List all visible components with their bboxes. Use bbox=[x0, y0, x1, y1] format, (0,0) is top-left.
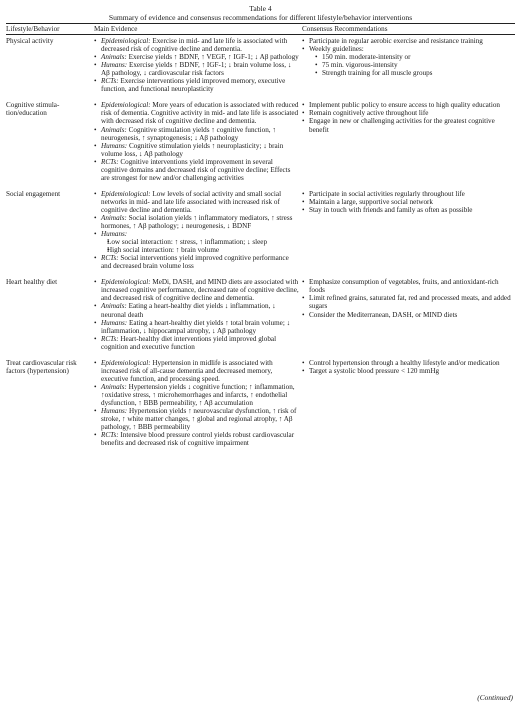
evidence-item bbox=[94, 101, 300, 125]
evidence-table bbox=[6, 24, 515, 453]
evidence-text: Eating a heart-healthy diet yields ↓ inflammation, ↓ neuronal death bbox=[101, 302, 276, 319]
evidence-text: Social isolation yields ↑ inflammatory mediators, ↑ stress hormones, ↑ Aβ pathology; ↓ neurogenesis, ↓ BDNF bbox=[101, 213, 293, 231]
recommendation-text: Engage in new or challenging activities for the greatest cognitive benefit bbox=[309, 117, 495, 134]
recommendation-item bbox=[302, 117, 513, 133]
evidence-item bbox=[94, 302, 300, 318]
recommendation-list bbox=[302, 37, 513, 77]
evidence-item bbox=[94, 383, 300, 407]
evidence-type-label: RCTs: bbox=[101, 334, 119, 343]
recommendation-text: Implement public policy to ensure access to high quality education bbox=[309, 101, 500, 110]
evidence-text: Heart-healthy diet interventions yield improved global cognition and executive function bbox=[101, 334, 277, 351]
evidence-type-label: Animals: bbox=[101, 53, 127, 62]
evidence-text: More years of education is associated with reduced risk of dementia. Cognitive activity in mid- and late life is associated with decreased risk of cognitive decline and dementia. bbox=[101, 101, 299, 126]
evidence-item bbox=[94, 254, 300, 270]
recommendation-cell bbox=[302, 99, 515, 187]
evidence-item bbox=[94, 407, 300, 431]
evidence-type-label: Epidemiological: bbox=[101, 278, 151, 287]
evidence-list bbox=[94, 359, 300, 448]
evidence-text: Cognitive interventions yield improvement in several cognitive domains and decreased risk of cognitive decline; Effects are strongest for new and/or challenging activities bbox=[101, 157, 291, 182]
table-row bbox=[6, 188, 515, 276]
table-row bbox=[6, 99, 515, 187]
evidence-type-label: Humans: bbox=[101, 407, 128, 416]
evidence-item bbox=[94, 335, 300, 351]
recommendation-subitem: • Strength training for all muscle groups bbox=[309, 69, 513, 77]
recommendation-item bbox=[302, 101, 513, 109]
table-row bbox=[6, 35, 515, 100]
evidence-type-label: RCTs: bbox=[101, 77, 119, 86]
evidence-type-label: Animals: bbox=[101, 302, 127, 311]
recommendation-list bbox=[302, 359, 513, 375]
table-body bbox=[6, 35, 515, 454]
evidence-subitem: • Low social interaction: ↑ stress, ↑ inflammation; ↓ sleep bbox=[101, 238, 300, 246]
recommendation-text: Target a systolic blood pressure < 120 mmHg bbox=[309, 366, 440, 375]
evidence-text: Cognitive stimulation yields ↑ neuroplasticity; ↓ brain volume loss, ↓ Aβ pathology bbox=[101, 141, 284, 158]
table-caption: Summary of evidence and consensus recommendations for different lifestyle/behavior interventions bbox=[108, 13, 413, 22]
table-header-row bbox=[6, 24, 515, 35]
recommendation-list bbox=[302, 101, 513, 133]
header-behavior: Lifestyle/Behavior bbox=[6, 25, 60, 33]
evidence-type-label: Animals: bbox=[101, 382, 127, 391]
recommendation-subitem: • 150 min. moderate-intensity or bbox=[309, 53, 513, 61]
evidence-type-label: Humans: bbox=[101, 61, 128, 70]
evidence-item bbox=[94, 278, 300, 302]
evidence-item bbox=[94, 37, 300, 53]
evidence-text: Hypertension in midlife is associated with increased risk of all-cause dementia and decreased memory, executive function, and processing speed. bbox=[101, 358, 273, 383]
evidence-item bbox=[94, 359, 300, 383]
evidence-text: Exercise interventions yield improved memory, executive function, and functional neuroplasticity bbox=[101, 77, 286, 94]
recommendation-item bbox=[302, 198, 513, 206]
header-recommendations: Consensus Recommendations bbox=[302, 25, 388, 33]
evidence-text: MeDi, DASH, and MIND diets are associated with increased cognitive performance, decreased rate of cognitive decline, and decreased risk of cognitive decline and dementia. bbox=[101, 278, 299, 303]
recommendation-item bbox=[302, 367, 513, 375]
evidence-sublist bbox=[101, 238, 300, 254]
recommendation-item bbox=[302, 206, 513, 214]
evidence-text: Exercise yields ↑ BDNF, ↑ IGF-1; ↓ brain volume loss, ↓ Aβ pathology, ↓ cardiovascular risk factors bbox=[101, 61, 292, 78]
behavior-cell: Cognitive stimula- tion/education bbox=[6, 101, 60, 118]
evidence-type-label: Humans: bbox=[101, 318, 128, 327]
behavior-cell: Heart healthy diet bbox=[6, 278, 58, 287]
recommendation-text: Participate in social activities regularly throughout life bbox=[309, 189, 465, 198]
recommendation-cell bbox=[302, 357, 515, 454]
recommendation-text: Consider the Mediterranean, DASH, or MIND diets bbox=[309, 310, 458, 319]
recommendation-item bbox=[302, 45, 513, 77]
evidence-text: Intensive blood pressure control yields robust cardiovascular benefits and decreased risk of cognitive impairment bbox=[101, 431, 295, 448]
evidence-item bbox=[94, 431, 300, 447]
recommendation-item bbox=[302, 294, 513, 310]
header-evidence: Main Evidence bbox=[94, 25, 138, 33]
evidence-type-label: RCTs: bbox=[101, 254, 119, 263]
recommendation-item bbox=[302, 37, 513, 45]
recommendation-cell bbox=[302, 276, 515, 356]
recommendation-item bbox=[302, 311, 513, 319]
evidence-item bbox=[94, 53, 300, 61]
evidence-type-label: Animals: bbox=[101, 213, 127, 222]
recommendation-item bbox=[302, 278, 513, 294]
evidence-type-label: RCTs: bbox=[101, 431, 119, 440]
evidence-item bbox=[94, 126, 300, 142]
evidence-item bbox=[94, 214, 300, 230]
evidence-list bbox=[94, 101, 300, 181]
table-number: Table 4 bbox=[249, 4, 272, 13]
evidence-text: Low levels of social activity and small social networks in mid- and late life associated with increased risk of cognitive decline and dementia. bbox=[101, 189, 282, 214]
recommendation-item bbox=[302, 109, 513, 117]
recommendation-text: Limit refined grains, saturated fat, red and processed meats, and added sugars bbox=[309, 294, 511, 311]
evidence-item bbox=[94, 142, 300, 158]
evidence-type-label: Animals: bbox=[101, 125, 127, 134]
behavior-cell: Social engagement bbox=[6, 189, 61, 198]
evidence-list bbox=[94, 190, 300, 270]
recommendation-sublist bbox=[309, 53, 513, 77]
evidence-type-label: Humans: bbox=[101, 141, 128, 150]
recommendation-text: Stay in touch with friends and family as often as possible bbox=[309, 205, 473, 214]
behavior-cell: Physical activity bbox=[6, 37, 54, 46]
recommendation-text: Emphasize consumption of vegetables, fruits, and antioxidant-rich foods bbox=[309, 278, 499, 295]
evidence-text: Exercise in mid- and late life is associated with decreased risk of cognitive decline and dementia. bbox=[101, 37, 288, 54]
evidence-type-label: Epidemiological: bbox=[101, 189, 151, 198]
recommendation-text: Remain cognitively active throughout life bbox=[309, 109, 429, 118]
evidence-item bbox=[94, 158, 300, 182]
table-row bbox=[6, 276, 515, 356]
evidence-item bbox=[94, 319, 300, 335]
recommendation-item bbox=[302, 359, 513, 367]
recommendation-text: Control hypertension through a healthy lifestyle and/or medication bbox=[309, 358, 500, 367]
continued-label: (Continued) bbox=[477, 693, 513, 702]
recommendation-cell bbox=[302, 188, 515, 276]
evidence-type-label: RCTs: bbox=[101, 157, 119, 166]
recommendation-text: Participate in regular aerobic exercise and resistance training bbox=[309, 37, 483, 46]
recommendation-text: Weekly guidelines: bbox=[309, 45, 364, 54]
recommendation-subitem: • 75 min. vigorous-intensity bbox=[309, 61, 513, 69]
recommendation-cell bbox=[302, 35, 515, 100]
evidence-type-label: Epidemiological: bbox=[101, 37, 151, 46]
evidence-type-label: Humans: bbox=[101, 230, 128, 239]
evidence-text: Social interventions yield improved cognitive performance and decreased brain volume loss bbox=[101, 254, 289, 271]
evidence-cell bbox=[94, 188, 302, 276]
evidence-item bbox=[94, 61, 300, 77]
recommendation-list bbox=[302, 278, 513, 318]
recommendation-item bbox=[302, 190, 513, 198]
evidence-cell bbox=[94, 276, 302, 356]
evidence-type-label: Epidemiological: bbox=[101, 358, 151, 367]
evidence-text: Exercise yields ↑ BDNF, ↑ VEGF, ↑ IGF-1; ↓ Aβ pathology bbox=[126, 53, 299, 62]
evidence-subitem: • High social interaction: ↑ brain volume bbox=[101, 246, 300, 254]
evidence-text: Hypertension yields ↓ cognitive function; ↑ inflammation, ↑oxidative stress, ↑ microhemorrhages and infarcts, ↑ endothelial dysfunction, ↑ BBB permeability, ↑ Aβ accumulation bbox=[101, 382, 295, 407]
recommendation-list bbox=[302, 190, 513, 214]
evidence-item bbox=[94, 77, 300, 93]
evidence-type-label: Epidemiological: bbox=[101, 101, 151, 110]
evidence-text: Hypertension yields ↑ neurovascular dysfunction, ↑ risk of stroke, ↑ white matter changes, ↑ global and regional atrophy, ↑ Aβ pathology, ↑ BBB permeability bbox=[101, 407, 297, 432]
evidence-item bbox=[94, 230, 300, 254]
evidence-list bbox=[94, 278, 300, 350]
evidence-cell bbox=[94, 99, 302, 187]
evidence-text: Eating a heart-healthy diet yields ↑ total brain volume; ↓ inflammation, ↓ hippocampal atrophy, ↓ Aβ pathology bbox=[101, 318, 291, 335]
evidence-cell bbox=[94, 357, 302, 454]
evidence-list bbox=[94, 37, 300, 93]
table-row bbox=[6, 357, 515, 454]
evidence-text: Cognitive stimulation yields ↑ cognitive function, ↑ neurogenesis, ↑ synaptogenesis; ↓ Aβ pathology bbox=[101, 125, 276, 142]
evidence-cell bbox=[94, 35, 302, 100]
behavior-cell: Treat cardiovascular risk factors (hypertension) bbox=[6, 358, 77, 375]
evidence-item bbox=[94, 190, 300, 214]
recommendation-text: Maintain a large, supportive social network bbox=[309, 197, 434, 206]
